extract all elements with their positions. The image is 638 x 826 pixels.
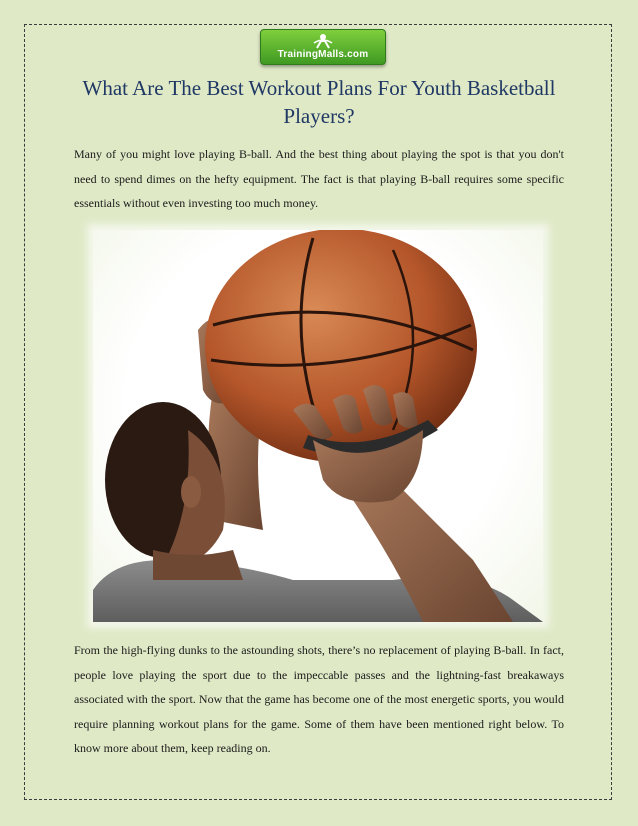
body-paragraph: From the high-flying dunks to the astounding shots, there’s no replacement of playing B-ball. In fact, people love playing the sport due to the impeccable passes and the lightning-fast breakaways associated with the sport. Now that the game has become one of the most energetic sports, you would require planning workout plans for the game. Some of them have been mentioned right below. To know more about them, keep reading on.	[74, 643, 564, 755]
page-title: What Are The Best Workout Plans For Youth Basketball Players?	[82, 76, 556, 128]
basketball-player-photo	[93, 230, 543, 622]
training-malls-logo[interactable]	[260, 29, 386, 65]
logo-text: TrainingMalls.com	[277, 49, 369, 60]
intro-paragraph: Many of you might love playing B-ball. And the best thing about playing the spot is that you don't need to spend dimes on the hefty equipment. The fact is that playing B-ball requires some specific essentials without even investing too much money.	[74, 147, 564, 210]
logo-person-icon	[311, 33, 335, 49]
